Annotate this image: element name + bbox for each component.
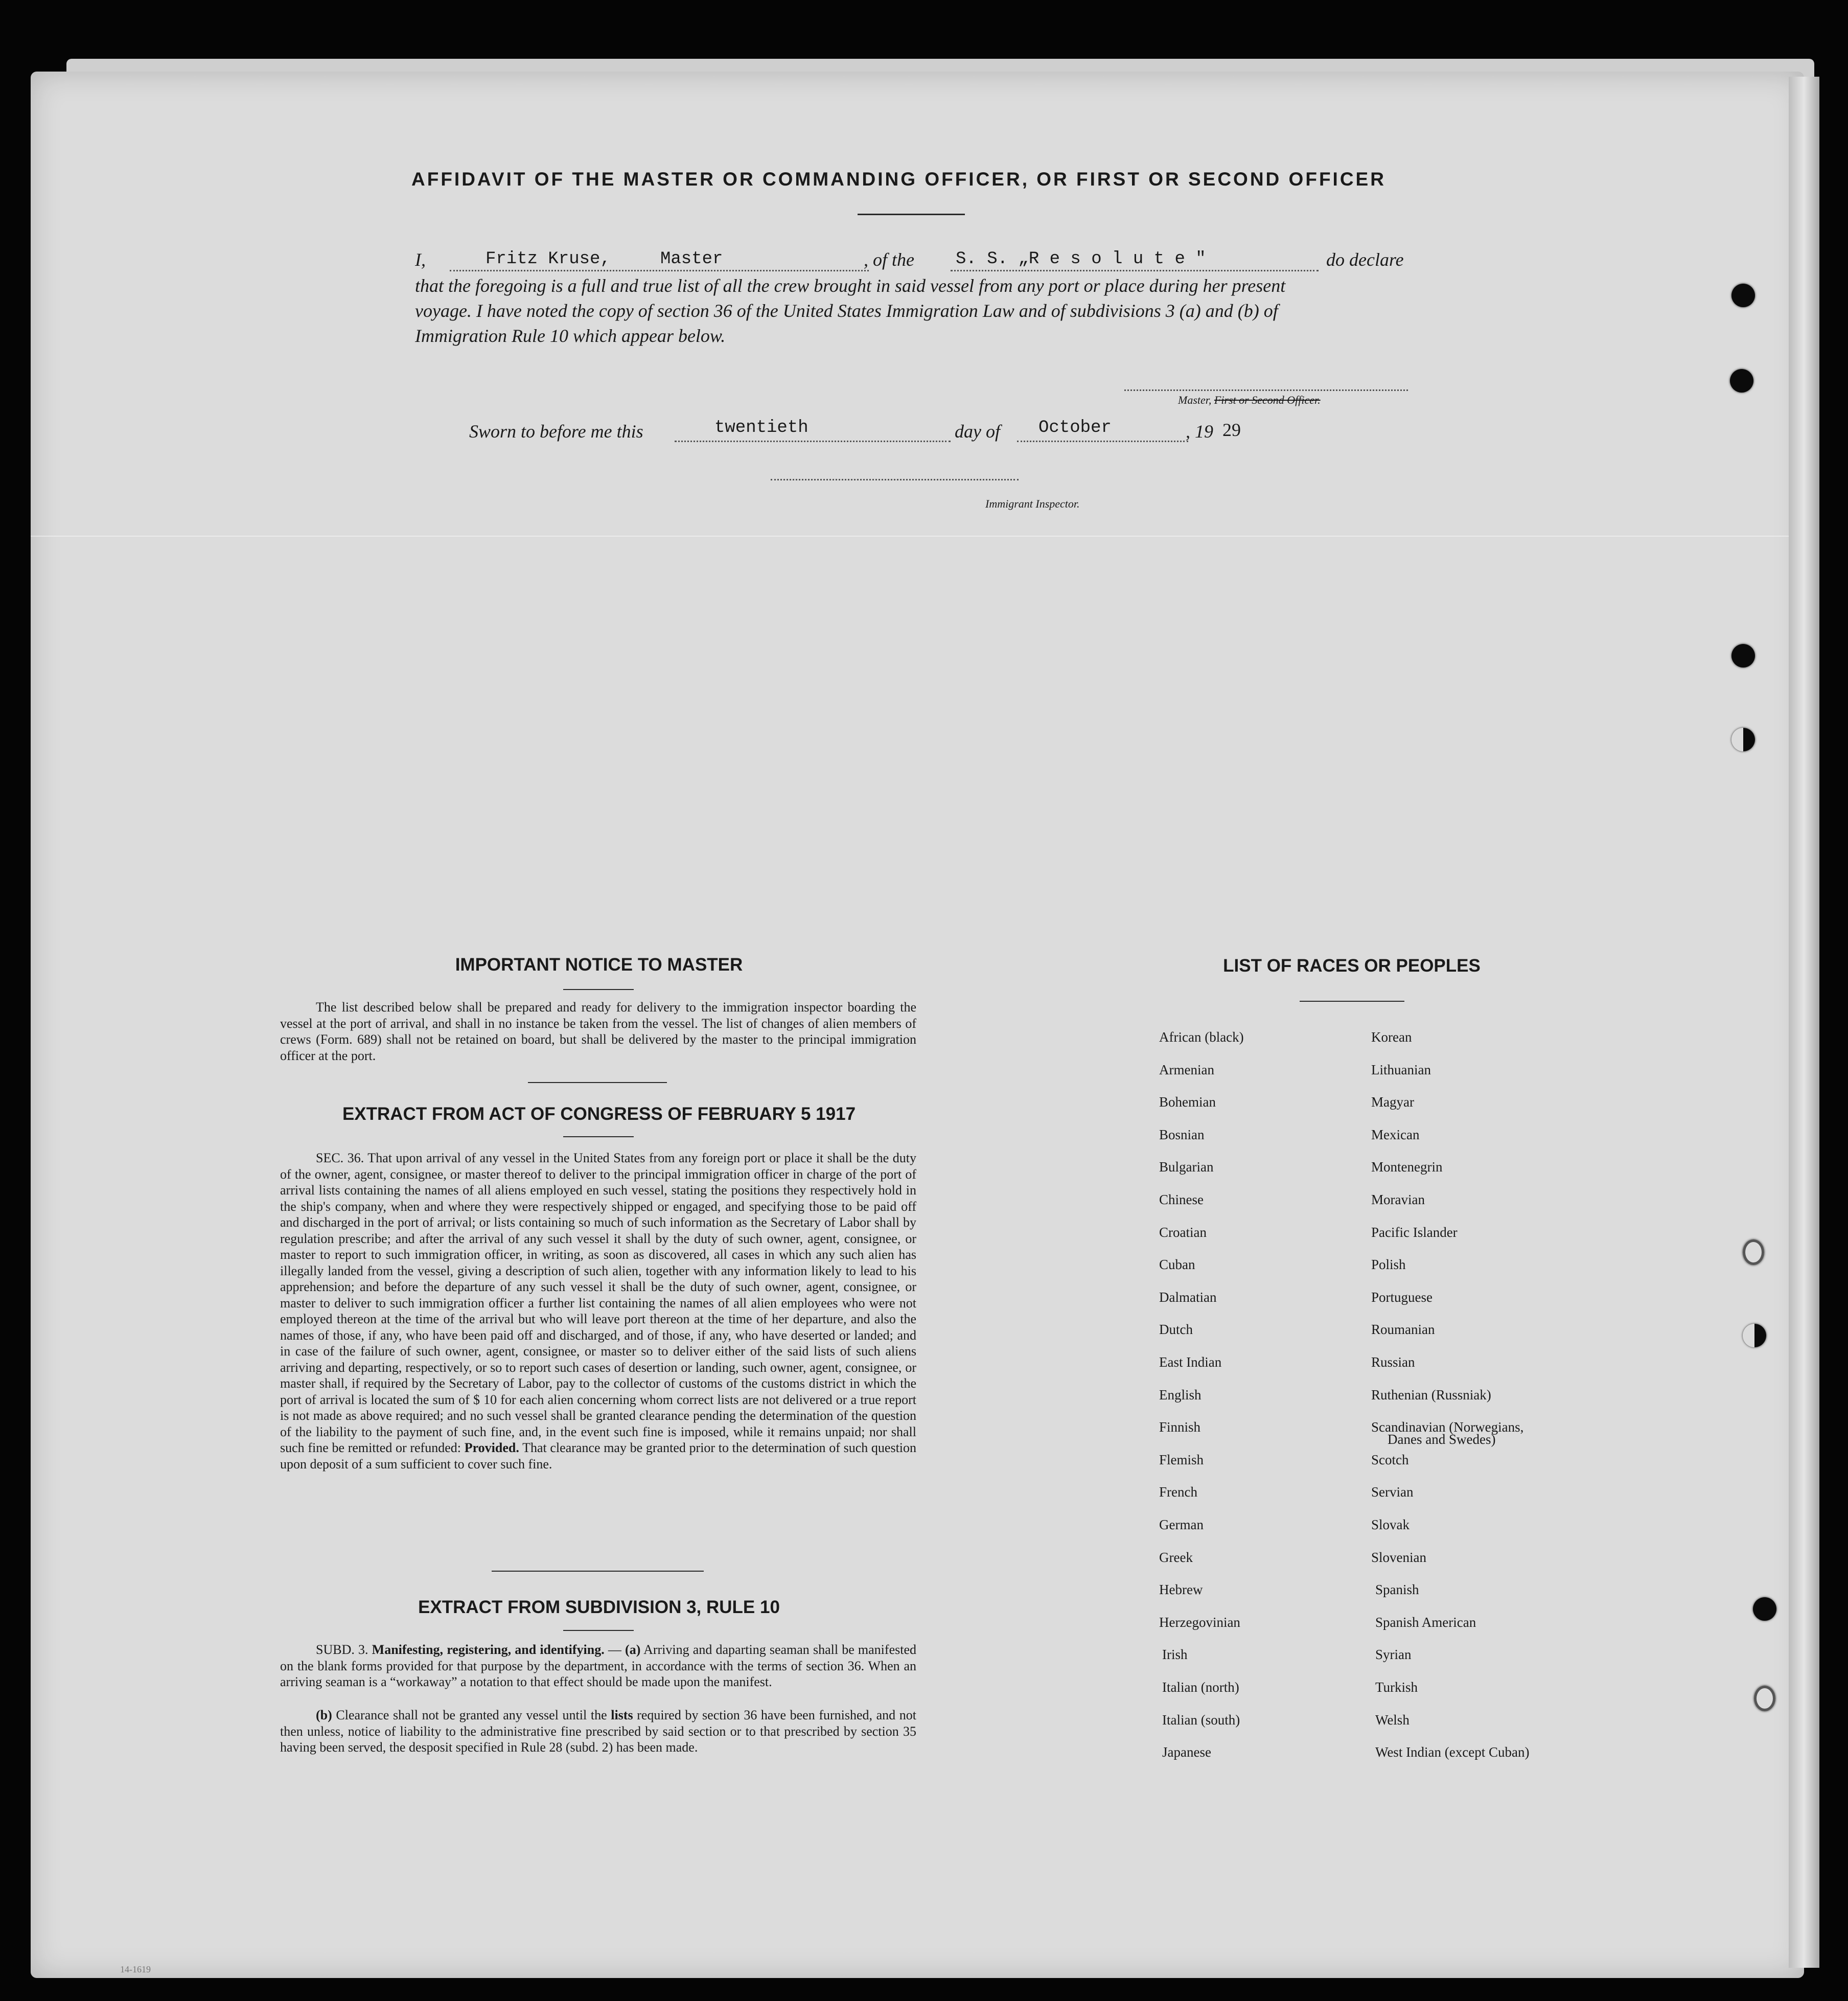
race-right-item: Scandinavian (Norwegians, (1371, 1419, 1524, 1435)
race-right-item: Moravian (1371, 1192, 1425, 1207)
subd-dash: — (604, 1642, 626, 1657)
vessel-name: S. S. „R e s o l u t e " (956, 249, 1206, 269)
race-right-item: Ruthenian (Russniak) (1371, 1387, 1491, 1402)
race-left-item: Bulgarian (1159, 1159, 1214, 1175)
notice-title: IMPORTANT NOTICE TO MASTER (455, 955, 743, 975)
race-right-item: Montenegrin (1371, 1159, 1443, 1175)
notice-text: The list described below shall be prepared and ready for delivery to the immigration inspector boarding the vessel at the port of arrival, and shall in no instance be taken from the vessel. The list of changes of alien members of crews (Form. 689) shall not be retained on board, but shall be delivered by the master to the principal immigration officer at the port. (280, 1000, 916, 1063)
binder-hole (1731, 644, 1755, 668)
rule-subd-b (280, 1707, 916, 1774)
declaration-line-4: Immigration Rule 10 which appear below. (415, 326, 726, 346)
race-left-item: Italian (south) (1162, 1712, 1240, 1728)
subd-a-text: Arriving and daparting seaman shall be manifested on the blank forms provided for that purpose by the department, in accordance with the terms of section 36. When an arriving seaman is a “workaway” a notation to that effect should be made upon the manifest. (280, 1642, 916, 1689)
race-left-item: Dalmatian (1159, 1289, 1217, 1305)
fold-line (31, 536, 1789, 537)
sworn-day: twentieth (714, 418, 808, 438)
binder-hole (1743, 1324, 1766, 1347)
race-left-item: Chinese (1159, 1192, 1204, 1207)
race-left-item: Japanese (1162, 1744, 1211, 1760)
officer-name: Fritz Kruse, (486, 249, 611, 269)
of-the-label: , of the (864, 249, 914, 270)
race-right-item: Lithuanian (1371, 1062, 1431, 1077)
act-text (280, 1150, 916, 1559)
race-right-item: Mexican (1371, 1126, 1420, 1142)
race-left-item: German (1159, 1517, 1204, 1532)
race-left-item: Bohemian (1159, 1094, 1216, 1110)
year-prefix: , 19 (1186, 421, 1213, 442)
races-title: LIST OF RACES OR PEOPLES (1223, 956, 1481, 976)
declaration-line-3: voyage. I have noted the copy of section 36 of the United States Immigration Law and of subdivisions 3 (a) and (b) of (415, 301, 1278, 321)
rule-subd-a (280, 1642, 916, 1707)
races-title-underline (1300, 1001, 1404, 1002)
sworn-month-field (1017, 441, 1188, 442)
act-divider (492, 1571, 704, 1572)
sworn-day-field (675, 441, 951, 442)
subd-lead: SUBD. 3. (316, 1642, 368, 1657)
officer-name-field (450, 270, 869, 271)
sheet-edge (1789, 77, 1819, 1968)
race-right-item: Russian (1371, 1354, 1415, 1370)
race-left-item: Croatian (1159, 1224, 1207, 1240)
race-right-item: Polish (1371, 1257, 1406, 1273)
do-declare-label: do declare (1326, 249, 1404, 270)
rule-title: EXTRACT FROM SUBDIVISION 3, RULE 10 (418, 1597, 780, 1617)
race-right-item: Spanish (1375, 1582, 1419, 1598)
notice-title-underline (563, 989, 634, 990)
act-sec36-text: SEC. 36. That upon arrival of any vessel in the United States from any foreign port or place it shall be the duty of the owner, agent, consignee, or master thereof to deliver to the principal immigration officer in charge of the port of arrival lists containing the names of all aliens employed en such vessel, stating the positions they respectively hold in the ship's company, when and where they were respectively shipped or engaged, and specifying those to be paid off and discharged in the port of arrival; or lists containing so much of such information as the Secretary of Labor shall by regulation prescribe; and after the arrival of any such vessel it shall by the duty of such owner, agent, consignee, or master to report to such immigration officer, in writing, as soon as discovered, all cases in which any such alien has illegally landed from the vessel, giving a description of such alien, together with any information likely to lead to his apprehension; and before the departure of any such vessel it shall be the duty of such owner, agent, consignee, or master to deliver to such immigration officer a further list containing the names of all alien employees who were not employed thereon at the time of the arrival but who will leave port thereon at the time of her departure, and also the names of those, if any, who have been paid off and discharged, and of those, if any, who have deserted or landed; and in case of the failure of such owner, agent, consignee, or master so to deliver either of the said lists of such aliens arriving and departing, respectively, or so to report such cases of desertion or landing, such owner, agent, consignee, or master shall, if required by the Secretary of Labor, pay to the collector of customs of the customs district in which the port of arrival is located the sum of $ 10 for each alien concerning whom correct lists are not delivered or a true report is not made as above required; and no such vessel shall be granted clearance pending the determination of the question of the liability to the payment of such fine, and, in the event such fine is imposed, while it remains unpaid; nor shall such fine be remitted or refunded: (280, 1151, 916, 1455)
title-underline (858, 214, 965, 215)
race-right-item: Pacific Islander (1371, 1224, 1458, 1240)
subd-b-lists: lists (611, 1708, 633, 1722)
binder-hole (1753, 1597, 1776, 1621)
race-right-item: Scotch (1371, 1452, 1409, 1467)
race-left-item: East Indian (1159, 1354, 1222, 1370)
vessel-field (951, 270, 1319, 271)
race-left-item: Italian (north) (1162, 1680, 1239, 1695)
race-right-item: Magyar (1371, 1094, 1414, 1110)
year-suffix: 29 (1222, 420, 1241, 440)
race-right-item: Servian (1371, 1484, 1414, 1500)
race-left-item: Finnish (1159, 1419, 1201, 1435)
form-number-stamp: 14-1619 (120, 1964, 151, 1974)
master-signature-line (1124, 389, 1408, 391)
provided-label: Provided. (464, 1440, 519, 1455)
officer-rank: Master (660, 249, 723, 269)
race-left-item: Bosnian (1159, 1126, 1205, 1142)
master-caption (1178, 394, 1321, 407)
race-right-item: Portuguese (1371, 1289, 1433, 1305)
subd-b-text-1: Clearance shall not be granted any vessel until the (336, 1708, 607, 1722)
race-right-item: Syrian (1375, 1647, 1412, 1663)
act-tail-text: That clearance may be granted prior to the determination of such question upon deposit of a sum sufficient to cover such fine. (280, 1440, 917, 1471)
race-left-item: Cuban (1159, 1257, 1195, 1273)
sworn-month: October (1038, 418, 1112, 438)
notice-divider (528, 1082, 667, 1083)
binder-hole (1731, 284, 1755, 307)
race-right-scandinavian-cont: Danes and Swedes) (1388, 1432, 1496, 1447)
binder-hole (1730, 369, 1753, 393)
race-left-item: Herzegovinian (1159, 1614, 1240, 1630)
subd-b-marker: (b) (316, 1708, 332, 1722)
race-right-item: Slovak (1371, 1517, 1410, 1532)
i-label: I, (415, 249, 426, 270)
subd-heading: Manifesting, registering, and identifying. (372, 1642, 605, 1657)
binder-hole (1731, 728, 1755, 751)
race-left-item: Dutch (1159, 1322, 1193, 1338)
declaration-line-2: that the foregoing is a full and true list of all the crew brought in said vessel from any port or place during her present (415, 275, 1286, 296)
master-caption-text: Master, (1178, 394, 1212, 406)
race-right-item: Korean (1371, 1029, 1412, 1045)
race-right-item: Roumanian (1371, 1322, 1435, 1338)
binder-hole-faint (1754, 1686, 1775, 1711)
act-title-underline (563, 1136, 634, 1137)
inspector-caption: Immigrant Inspector. (985, 497, 1080, 510)
subd-a-marker: (a) (625, 1642, 641, 1657)
race-left-item: Armenian (1159, 1062, 1214, 1077)
race-left-item: English (1159, 1387, 1202, 1402)
race-right-item: West Indian (except Cuban) (1375, 1744, 1530, 1760)
subd-b-text-2: required by section 36 have been furnished, and not then unless, notice of liability to the administrative fine prescribed by said section or to that prescribed by section 35 having been served, the desposit specified in Rule 28 (subd. 2) has been made. (280, 1708, 917, 1755)
race-right-item: Spanish American (1375, 1614, 1476, 1630)
binder-hole-faint (1743, 1239, 1764, 1265)
affidavit-title: AFFIDAVIT OF THE MASTER OR COMMANDING OFFICER, OR FIRST OR SECOND OFFICER (411, 169, 1386, 190)
race-left-item: African (black) (1159, 1029, 1244, 1045)
struck-officer-caption: First or Second Officer. (1214, 394, 1321, 406)
race-left-item: Hebrew (1159, 1582, 1203, 1598)
race-right-item: Slovenian (1371, 1549, 1426, 1565)
race-left-item: Irish (1162, 1647, 1188, 1663)
race-right-item: Turkish (1375, 1680, 1418, 1695)
inspector-signature-line (771, 479, 1019, 480)
race-left-item: Greek (1159, 1549, 1193, 1565)
race-right-item: Welsh (1375, 1712, 1410, 1728)
race-left-item: French (1159, 1484, 1197, 1500)
race-left-item: Flemish (1159, 1452, 1204, 1467)
act-title: EXTRACT FROM ACT OF CONGRESS OF FEBRUARY 5 1917 (342, 1104, 856, 1124)
sworn-label: Sworn to before me this (469, 421, 643, 442)
rule-title-underline (563, 1630, 634, 1631)
day-of-label: day of (955, 421, 1000, 442)
